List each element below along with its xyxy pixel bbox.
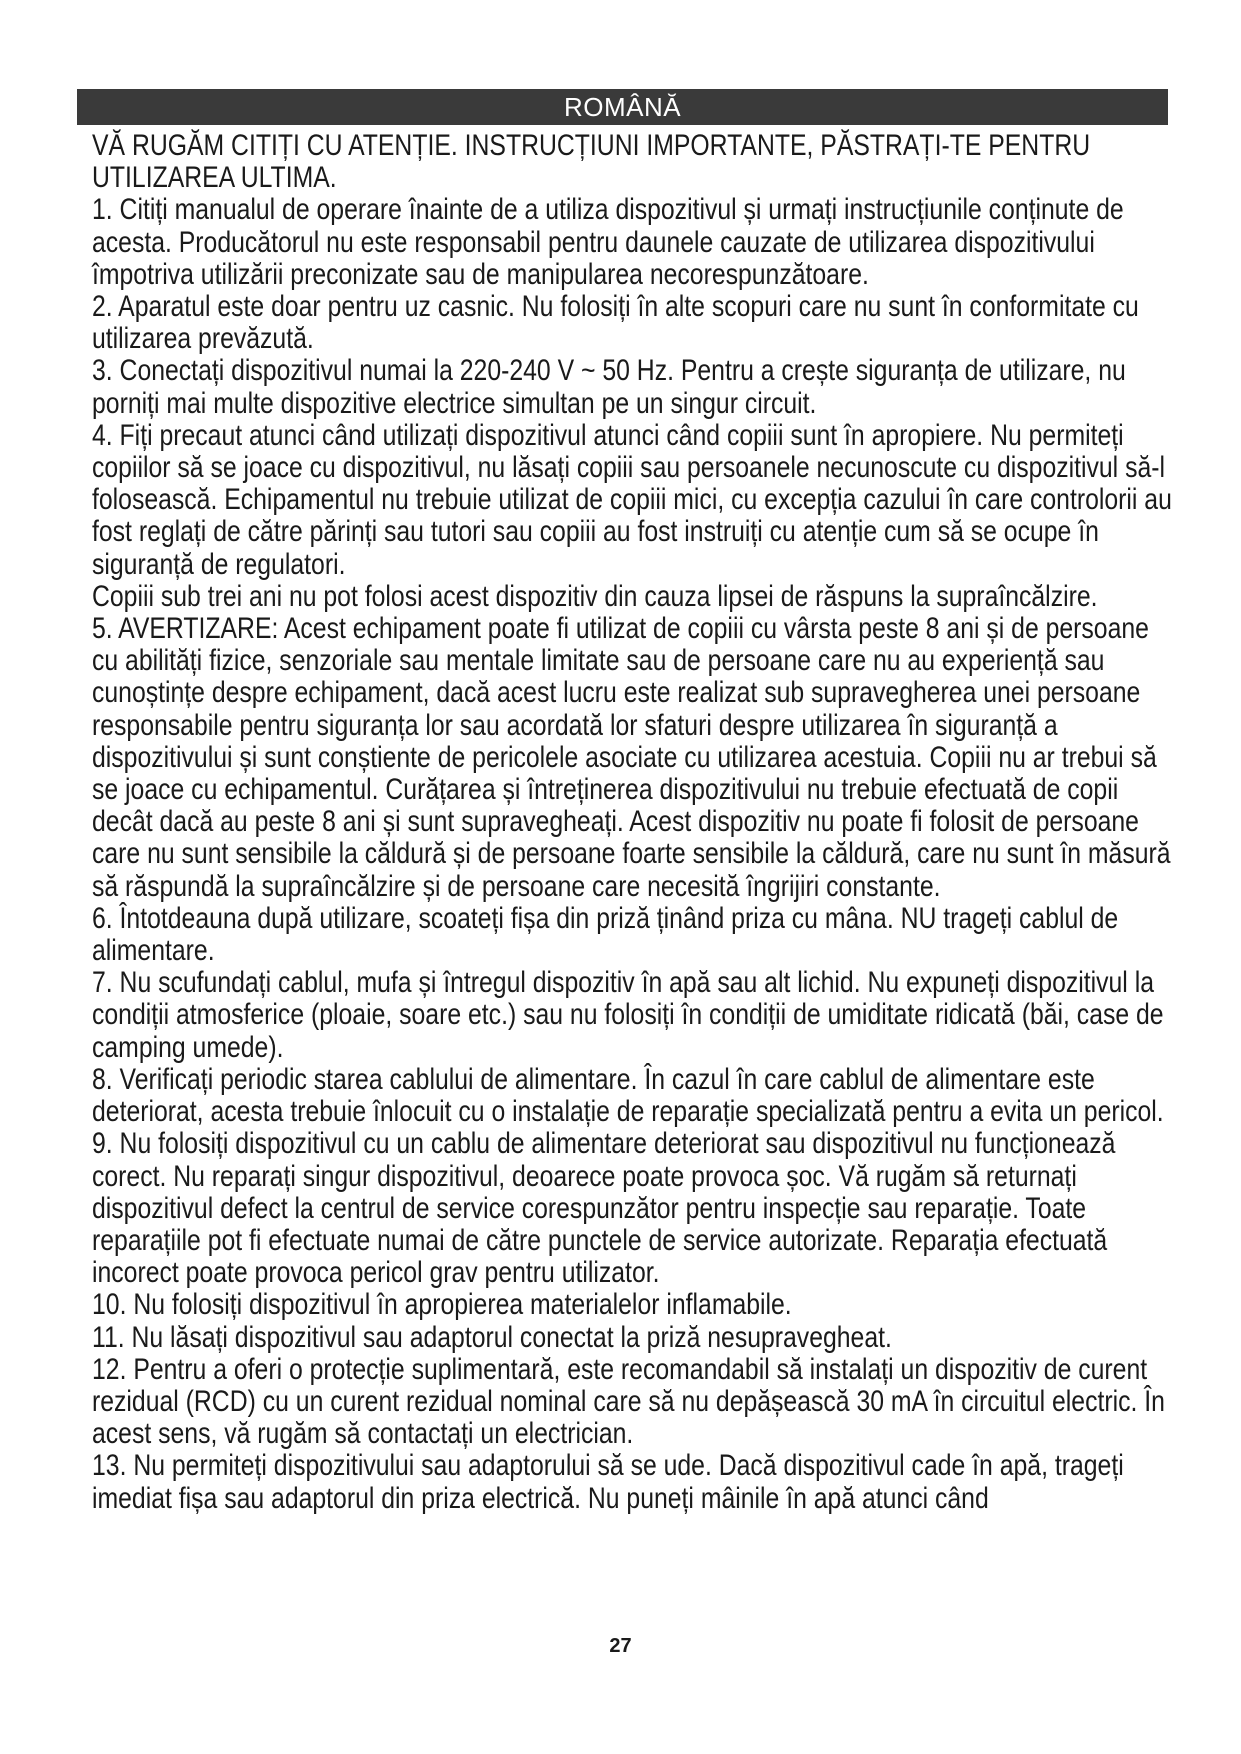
paragraph-7: 7. Nu scufundați cablul, mufa și întregul dispozitiv în apă sau alt lichid. Nu expuneți dispozitivul la condiții atmosferice (ploaie, soare etc.) sau nu folosiți în condiții de umiditate ridicată (băi, case de camping umede).	[92, 966, 1164, 1064]
intro-warning: VĂ RUGĂM CITIȚI CU ATENȚIE. INSTRUCȚIUNI IMPORTANTE, PĂSTRAȚI-TE PENTRU UTILIZAREA ULTIMA.	[92, 129, 1091, 195]
paragraph-2: 2. Aparatul este doar pentru uz casnic. Nu folosiți în alte scopuri care nu sunt în conformitate cu utilizarea prevăzută.	[92, 290, 1139, 356]
paragraph-5: 5. AVERTIZARE: Acest echipament poate fi utilizat de copiii cu vârsta peste 8 ani și de persoane cu abilități fizice, senzoriale sau mentale limitate sau de persoane care nu au experiență sau cunoștințe despre echipament, dacă acest lucru este realizat sub supravegherea unei persoane responsabile pentru siguranța lor sau acordată lor sfaturi despre utilizarea în siguranță a dispozitivului și sunt conștiente de pericolele asociate cu utilizarea acestuia. Copiii nu ar trebui să se joace cu echipamentul. Curățarea și întreținerea dispozitivului nu trebuie efectuată de copii decât dacă au peste 8 ani și sunt supravegheați. Acest dispozitiv nu poate fi folosit de persoane care nu sunt sensibile la căldură și de persoane foarte sensibile la căldură, care nu sunt în măsură să răspundă la supraîncălzire și de persoane care necesită îngrijiri constante.	[92, 612, 1171, 903]
paragraph-9: 9. Nu folosiți dispozitivul cu un cablu de alimentare deteriorat sau dispozitivul nu funcționează corect. Nu reparați singur dispozitivul, deoarece poate provoca șoc. Vă rugăm să returnați dispozitivul defect la centrul de service corespunzător pentru inspecție sau reparație. Toate reparațiile pot fi efectuate numai de către punctele de service autorizate. Reparația efectuată incorect poate provoca pericol grav pentru utilizator.	[92, 1127, 1116, 1290]
paragraph-4-children-note: Copiii sub trei ani nu pot folosi acest dispozitiv din cauza lipsei de răspuns la supraîncălzire.	[92, 579, 1098, 613]
paragraph-10: 10. Nu folosiți dispozitivul în apropierea materialelor inflamabile.	[92, 1288, 792, 1322]
language-label: ROMÂNĂ	[563, 92, 682, 122]
paragraph-8: 8. Verificați periodic starea cablului de alimentare. În cazul în care cablul de alimentare este deteriorat, acesta trebuie înlocuit cu o instalație de reparație specializată pentru a evita un pericol.	[92, 1062, 1164, 1129]
paragraph-4: 4. Fiți precaut atunci când utilizați dispozitivul atunci când copiii sunt în apropiere. Nu permiteți copiilor să se joace cu dispozitivul, nu lăsați copiii sau persoanele necunoscute cu dispozitivul să-l folosească. Echipamentul nu trebuie utilizat de copiii mici, cu excepția cazului în care controlorii au fost reglați de către părinți sau tutori sau copiii au fost instruiți cu atenție cum să se ocupe în siguranță de regulatori.	[92, 418, 1172, 581]
instructions-body	[92, 130, 1176, 1515]
paragraph-3: 3. Conectați dispozitivul numai la 220-240 V ~ 50 Hz. Pentru a crește siguranța de utilizare, nu porniți mai multe dispozitive electrice simultan pe un singur circuit.	[92, 354, 1126, 420]
language-header-bar	[77, 89, 1168, 125]
paragraph-6: 6. Întotdeauna după utilizare, scoateți fișa din priză ținând priza cu mâna. NU trageți cablul de alimentare.	[92, 901, 1119, 968]
paragraph-12: 12. Pentru a oferi o protecție suplimentară, este recomandabil să instalați un dispozitiv de curent rezidual (RCD) cu un curent rezidual nominal care să nu depășească 30 mA în circuitul electric. În acest sens, vă rugăm să contactați un electrician.	[92, 1352, 1165, 1451]
page-number: 27	[609, 1635, 632, 1657]
paragraph-1: 1. Citiți manualul de operare înainte de a utiliza dispozitivul și urmați instrucțiunile conținute de acesta. Producătorul nu este responsabil pentru daunele cauzate de utilizarea dispozitivului împotriva utilizării preconizate sau de manipularea necorespunzătoare.	[92, 193, 1124, 291]
paragraph-13: 13. Nu permiteți dispozitivului sau adaptorului să se ude. Dacă dispozitivul cade în apă, trageți imediat fișa sau adaptorul din priza electrică. Nu puneți mâinile în apă atunci când	[92, 1449, 1124, 1515]
paragraph-11: 11. Nu lăsați dispozitivul sau adaptorul conectat la priză nesupravegheat.	[92, 1320, 892, 1354]
